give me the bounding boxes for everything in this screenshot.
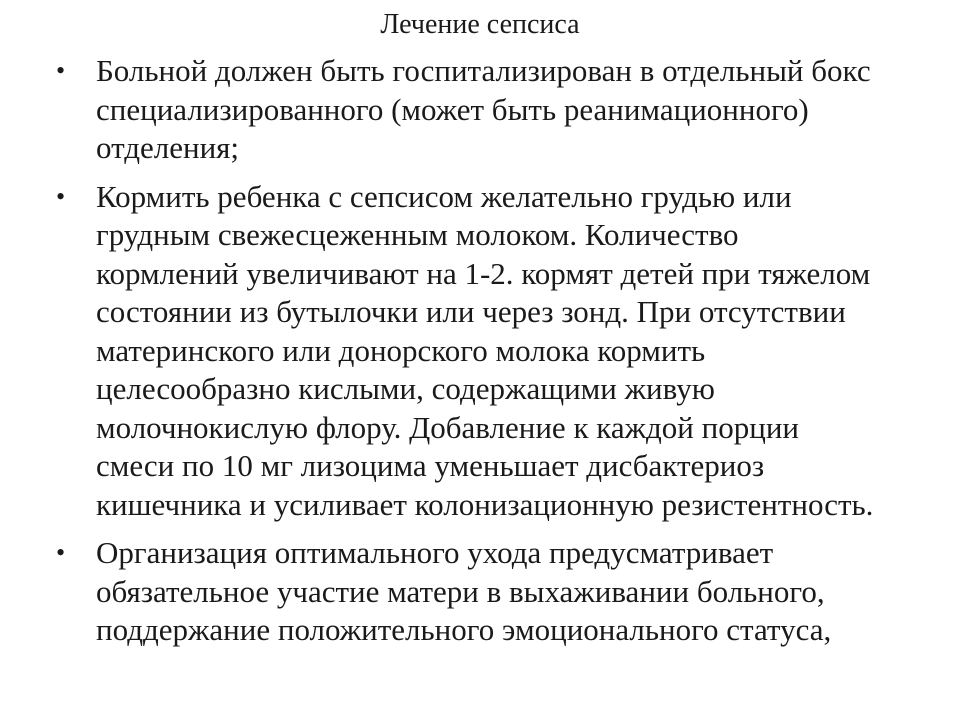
- bullet-2-line-9: кишечника и усиливает колонизационную резистентность.: [96, 486, 874, 522]
- bullet-1-line-3: отделения;: [96, 130, 240, 165]
- bullet-list: [52, 52, 912, 660]
- bullet-2-line-6: целесообразно кислыми, содержащими живую: [96, 371, 715, 406]
- bullet-2-line-8: смеси по 10 мг лизоцима уменьшает дисбактериоз: [96, 448, 765, 483]
- bullet-2-line-3: кормлений увеличивают на 1-2. кормят детей при тяжелом: [96, 255, 871, 291]
- bullet-3-line-1: Организация оптимального ухода предусматривает: [96, 535, 774, 570]
- bullet-item-3: [52, 534, 912, 650]
- bullet-2-line-2: грудным свежесцеженным молоком. Количество: [96, 217, 739, 252]
- bullet-dot-icon: •: [56, 538, 66, 567]
- bullet-dot-icon: •: [56, 56, 66, 85]
- bullet-3-line-3: поддержание положительного эмоционального статуса,: [96, 612, 832, 647]
- bullet-1-line-2: специализированного (может быть реанимационного): [96, 91, 809, 127]
- bullet-3-line-2: обязательное участие матери в выхаживании больного,: [96, 573, 825, 609]
- bullet-2-line-1: Кормить ребенка с сепсисом желательно грудью или: [96, 178, 792, 214]
- bullet-item-2: [52, 178, 912, 525]
- bullet-2-line-7: молочнокислую флору. Добавление к каждой порции: [96, 409, 799, 445]
- bullet-1-line-1: Больной должен быть госпитализирован в отдельный бокс: [96, 53, 871, 88]
- bullet-2-line-5: материнского или донорского молока кормить: [96, 332, 706, 368]
- bullet-2-line-4: состоянии из бутылочки или через зонд. При отсутствии: [96, 294, 846, 329]
- slide-title: Лечение сепсиса: [380, 9, 580, 40]
- bullet-dot-icon: •: [56, 181, 66, 211]
- bullet-item-1: [52, 52, 912, 168]
